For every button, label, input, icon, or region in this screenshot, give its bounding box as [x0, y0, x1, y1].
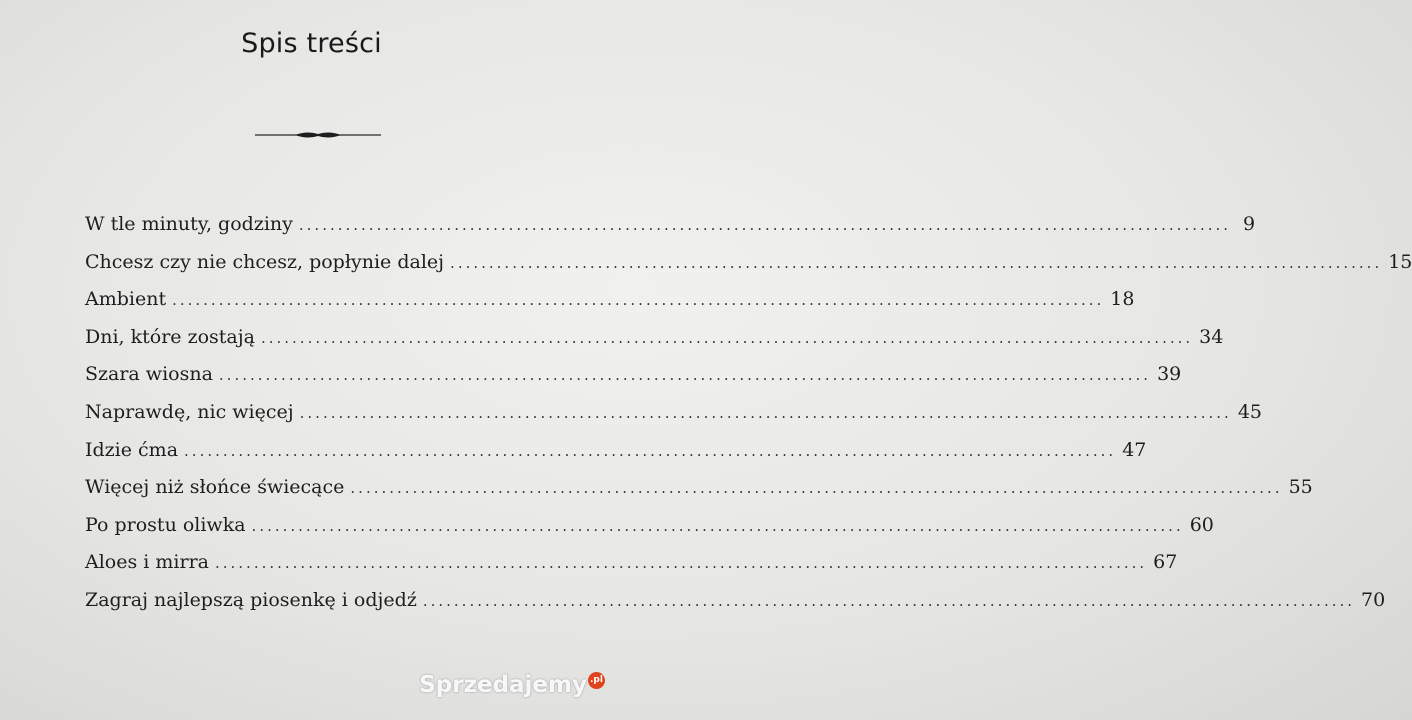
toc-entry-page: 55 [1288, 476, 1313, 499]
toc-dot-leader: ........................................................................................................................ [350, 479, 1283, 498]
toc-entry-page: 60 [1189, 513, 1214, 536]
ornament-divider-icon [255, 129, 381, 141]
watermark [419, 672, 605, 698]
toc-dot-leader: ........................................................................................................................ [298, 216, 1232, 234]
toc-entry-title: W tle minuty, godziny [85, 213, 293, 235]
toc-entry [85, 250, 1412, 289]
toc-entry [85, 325, 1224, 364]
watermark-text: Sprzedajemy [419, 672, 587, 698]
toc-entry-title: Po prostu oliwka [85, 513, 246, 536]
toc-entry [85, 438, 1147, 477]
toc-entry [85, 513, 1214, 552]
toc-dot-leader: ........................................................................................................................ [184, 441, 1117, 460]
toc-entry-title: Aloes i mirra [85, 551, 209, 574]
toc-entry [85, 551, 1178, 589]
toc-dot-leader: ........................................................................................................................ [260, 328, 1194, 347]
toc-entry [85, 588, 1386, 627]
toc-entry-title: Więcej niż słońce świecące [85, 476, 345, 499]
toc-dot-leader: ........................................................................................................................ [299, 403, 1232, 422]
toc-entry-page: 39 [1157, 363, 1182, 386]
toc-entry-title: Chcesz czy nie chcesz, popłynie dalej [85, 250, 445, 273]
toc-entry-page: 9 [1242, 213, 1256, 235]
toc-entry-title: Dni, które zostają [85, 325, 255, 348]
toc-entry-page: 34 [1199, 325, 1224, 348]
toc-dot-leader: ........................................................................................................................ [450, 253, 1383, 272]
toc-entry-title: Idzie ćma [85, 438, 179, 461]
toc-dot-leader: ........................................................................................................................ [214, 554, 1148, 573]
toc-entry-page: 15 [1388, 250, 1412, 273]
watermark-badge: .pl [588, 672, 605, 689]
toc-entry-page: 67 [1153, 551, 1178, 574]
toc-entry-title: Ambient [85, 288, 167, 311]
toc-entry [85, 213, 1256, 251]
toc-entry-page: 18 [1110, 288, 1135, 311]
toc-entry-title: Szara wiosna [85, 363, 213, 386]
toc-entry-title: Naprawdę, nic więcej [85, 400, 294, 423]
toc-dot-leader: ........................................................................................................................ [251, 516, 1184, 535]
toc-dot-leader: ........................................................................................................................ [218, 366, 1152, 385]
toc-entry [85, 400, 1262, 439]
toc-entry [85, 363, 1182, 401]
toc-entry [85, 476, 1313, 514]
toc-dot-leader: ........................................................................................................................ [422, 591, 1356, 610]
page-title: Spis treści [241, 28, 382, 59]
toc-entry-page: 70 [1361, 588, 1386, 611]
toc-entry-page: 47 [1122, 438, 1147, 461]
toc-entry-page: 45 [1237, 400, 1262, 423]
toc-dot-leader: ........................................................................................................................ [172, 291, 1105, 310]
table-of-contents [85, 213, 1412, 627]
toc-entry [85, 288, 1135, 326]
toc-entry-title: Zagraj najlepszą piosenkę i odjedź [85, 588, 417, 611]
